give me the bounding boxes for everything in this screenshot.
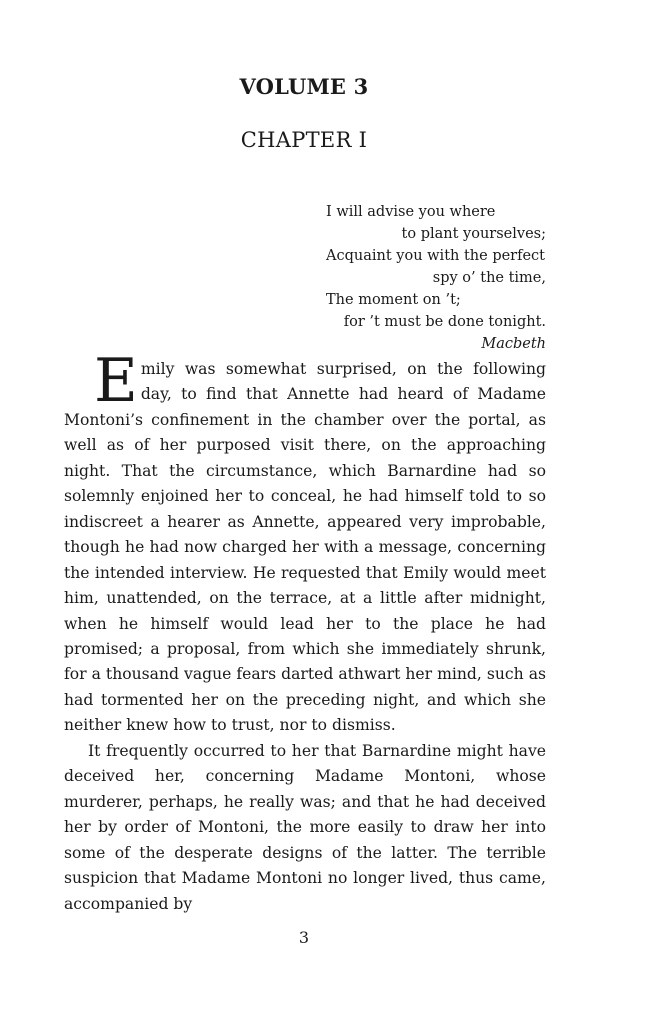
epigraph-line: to plant yourselves;	[401, 226, 546, 242]
epigraph-line: spy o’ the time,	[432, 270, 546, 286]
body-text	[64, 346, 546, 917]
paragraph-1-text: mily was somewhat surprised, on the following day, to find that Annette had heard of Madame Montoni’s confinement in the chamber over the portal, as well as of her purposed visit there, on the approaching night. That the circumstance, which Barnardine had so solemnly enjoined her to conceal, he had himself told to so indiscreet a hearer as Annette, appeared very improbable, though he had now charged her with a message, concerning the intended interview. He requested that Emily would meet him, unattended, on the terrace, at a little after midnight, when he himself would lead her to the place he had promised; a proposal, from which she immediately shrunk, for a thousand vague fears darted athwart her mind, such as had tormented her on the preceding night, and which she neither knew how to trust, nor to dismiss.	[64, 360, 546, 735]
epigraph-line: The moment on ’t;	[326, 292, 461, 308]
epigraph-line: for ’t must be done tonight.	[343, 314, 546, 330]
drop-cap-letter: E	[94, 346, 138, 416]
chapter-heading: CHAPTER I	[240, 128, 368, 152]
page-number: 3	[298, 928, 310, 947]
epigraph-attribution: Macbeth	[481, 336, 546, 352]
volume-heading: VOLUME 3	[239, 74, 369, 99]
epigraph	[326, 201, 546, 355]
paragraph-1	[64, 346, 546, 739]
epigraph-line: I will advise you where	[326, 204, 496, 220]
epigraph-line: Acquaint you with the perfect	[326, 248, 546, 264]
paragraph-2: It frequently occurred to her that Barnardine might have deceived her, concerning Madame Montoni, whose murderer, perhaps, he really was; and that he had deceived her by order of Montoni, the more easily to draw her into some of the desperate designs of the latter. The terrible suspicion that Madame Montoni no longer lived, thus came, accompanied by	[64, 741, 546, 913]
